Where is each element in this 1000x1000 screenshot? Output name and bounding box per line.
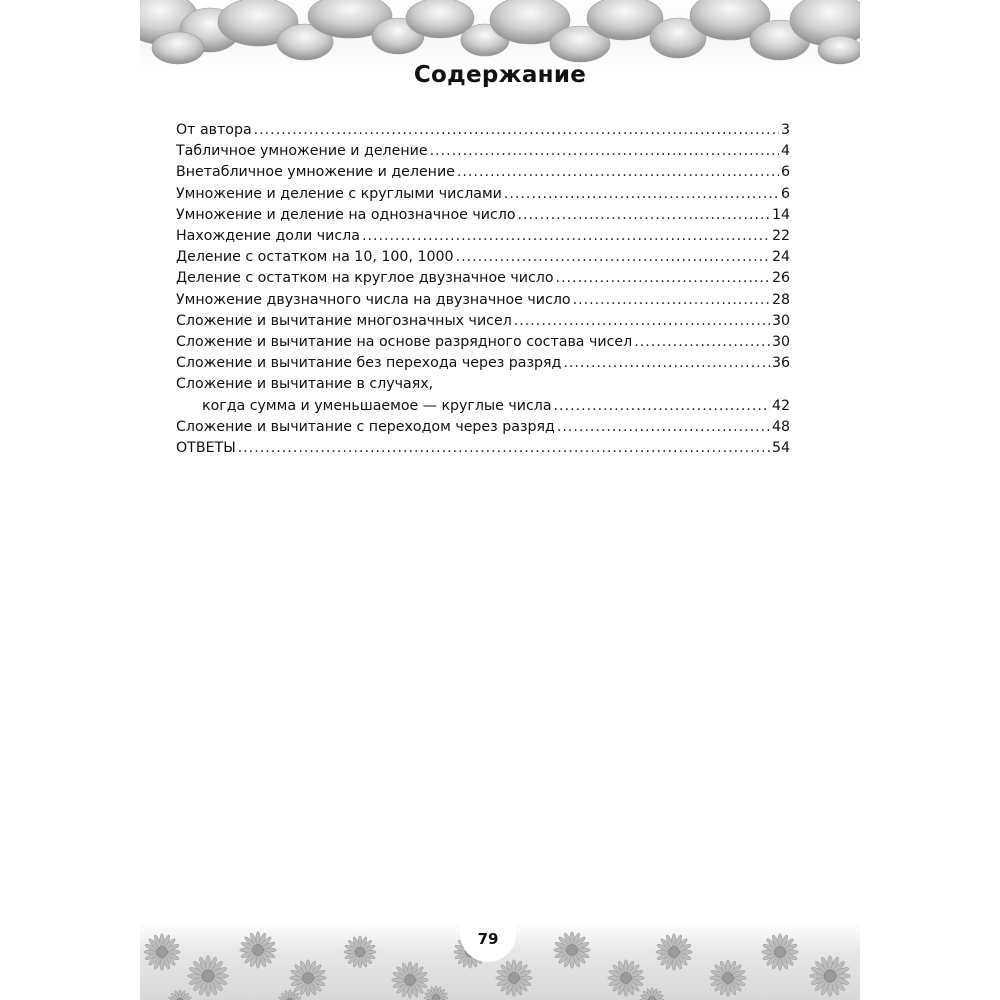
toc-page: 6 xyxy=(780,164,790,181)
toc-row xyxy=(176,417,790,438)
toc-label: Умножение и деление на однозначное число xyxy=(176,206,516,223)
toc-row xyxy=(176,353,790,374)
toc-row xyxy=(176,374,790,395)
toc-leader xyxy=(254,120,779,141)
toc-row xyxy=(176,332,790,353)
toc-label: когда сумма и уменьшаемое — круглые числа xyxy=(202,397,552,414)
toc-label: Табличное умножение и деление xyxy=(176,143,428,160)
toc-row xyxy=(176,205,790,226)
daisy-icon xyxy=(424,986,448,1000)
toc-row xyxy=(176,290,790,311)
daisy-icon xyxy=(554,932,591,969)
toc-row xyxy=(176,184,790,205)
toc-label: ОТВЕТЫ xyxy=(176,440,236,457)
toc-page: 22 xyxy=(771,228,790,245)
toc-label: Сложение и вычитание с переходом через разряд xyxy=(176,418,555,435)
toc-leader xyxy=(554,396,770,417)
table-of-contents xyxy=(176,120,790,459)
toc-leader xyxy=(238,438,770,459)
page-title: Содержание xyxy=(413,62,587,88)
toc-leader xyxy=(456,247,770,268)
toc-row xyxy=(176,396,790,417)
daisy-icon xyxy=(240,932,277,969)
toc-label: Внетабличное умножение и деление xyxy=(176,164,455,181)
toc-label: Деление с остатком на 10, 100, 1000 xyxy=(176,249,454,266)
daisy-icon xyxy=(392,962,429,999)
toc-label: Сложение и вычитание без перехода через разряд xyxy=(176,355,562,372)
toc-page: 26 xyxy=(771,270,790,287)
toc-row xyxy=(176,141,790,162)
toc-page: 36 xyxy=(771,355,790,372)
toc-leader xyxy=(514,311,770,332)
daisy-icon xyxy=(168,990,192,1000)
toc-leader xyxy=(518,205,770,226)
toc-leader xyxy=(634,332,770,353)
toc-page: 28 xyxy=(771,291,790,308)
toc-page: 3 xyxy=(780,122,790,138)
daisy-icon xyxy=(608,960,645,997)
daisy-icon xyxy=(762,934,799,971)
toc-page: 42 xyxy=(771,397,790,414)
toc-row xyxy=(176,438,790,459)
toc-label: Умножение и деление с круглыми числами xyxy=(176,185,502,202)
toc-row xyxy=(176,311,790,332)
toc-leader xyxy=(557,417,770,438)
toc-label: Нахождение доли числа xyxy=(176,228,360,245)
toc-leader xyxy=(504,184,779,205)
toc-page: 30 xyxy=(771,312,790,329)
book-page xyxy=(140,0,860,1000)
daisy-icon xyxy=(810,956,851,997)
toc-row xyxy=(176,226,790,247)
toc-label: Сложение и вычитание многозначных чисел xyxy=(176,312,512,329)
toc-label: От автора xyxy=(176,122,252,138)
toc-leader xyxy=(556,268,770,289)
toc-row xyxy=(176,268,790,289)
toc-leader xyxy=(573,290,770,311)
toc-page: 4 xyxy=(780,143,790,160)
toc-page: 30 xyxy=(771,334,790,351)
daisy-icon xyxy=(188,956,229,997)
toc-label: Сложение и вычитание на основе разрядного состава чисел xyxy=(176,334,633,351)
toc-leader xyxy=(430,141,779,162)
toc-row xyxy=(176,162,790,183)
daisy-icon xyxy=(640,988,664,1000)
toc-page: 6 xyxy=(780,185,790,202)
daisy-icon xyxy=(496,960,533,997)
toc-page: 24 xyxy=(771,249,790,266)
page-number: 79 xyxy=(460,922,516,962)
toc-page: 54 xyxy=(771,440,790,457)
toc-label: Деление с остатком на круглое двузначное число xyxy=(176,270,554,287)
toc-leader xyxy=(457,162,779,183)
toc-row xyxy=(176,120,790,141)
daisy-icon xyxy=(144,934,181,971)
toc-row xyxy=(176,247,790,268)
daisy-icon xyxy=(278,990,302,1000)
toc-label: Сложение и вычитание в случаях, xyxy=(176,376,434,393)
toc-leader xyxy=(563,353,770,374)
toc-leader xyxy=(362,226,770,247)
toc-label: Умножение двузначного числа на двузначное число xyxy=(176,291,571,308)
daisy-icon xyxy=(710,960,747,997)
daisy-icon xyxy=(656,934,693,971)
daisy-icon xyxy=(344,936,377,969)
toc-page: 14 xyxy=(771,206,790,223)
toc-page: 48 xyxy=(771,418,790,435)
